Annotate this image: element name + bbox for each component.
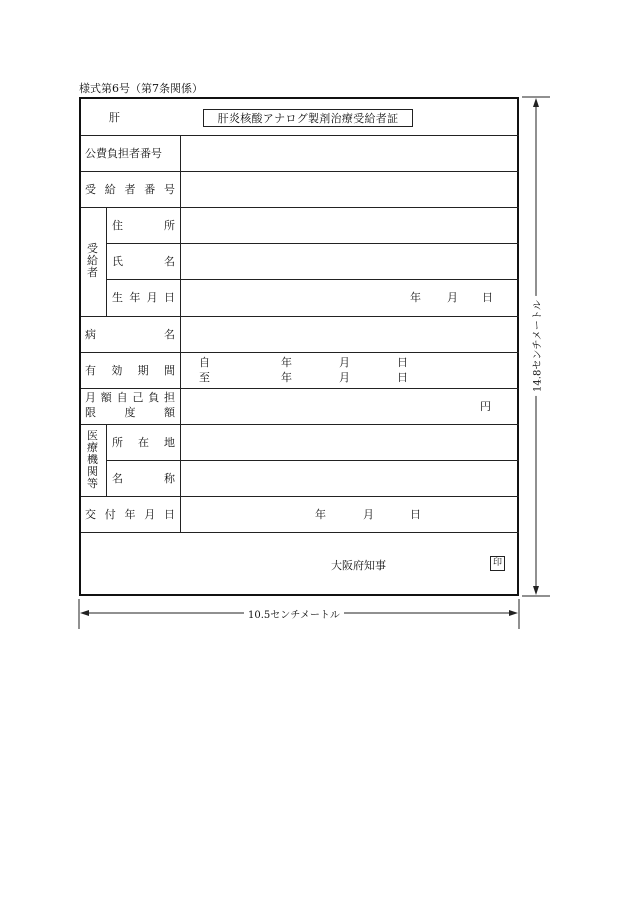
validity-from-day-unit: 日 xyxy=(397,356,408,369)
validity-to-month-unit: 月 xyxy=(339,371,350,384)
recipient-group-label: 受 給 者 xyxy=(87,242,98,279)
birth-month-unit: 月 xyxy=(447,291,458,304)
issue-date-label: 交 付 年 月 日 xyxy=(85,508,175,521)
public-payer-number-label: 公費負担者番号 xyxy=(85,147,162,160)
row-divider xyxy=(81,316,519,317)
issue-year-unit: 年 xyxy=(315,508,326,521)
validity-from-year-unit: 年 xyxy=(281,356,292,369)
group-column-divider xyxy=(106,207,107,316)
row-divider xyxy=(81,207,519,208)
width-dimension-label: 10.5センチメートル xyxy=(244,606,344,621)
facility-name-label: 名 称 xyxy=(112,472,175,485)
address-label: 住 所 xyxy=(112,219,175,232)
issue-day-unit: 日 xyxy=(410,508,421,521)
validity-period-label: 有 効 期 間 xyxy=(85,364,175,377)
location-label: 所 在 地 xyxy=(112,436,175,449)
row-divider xyxy=(81,532,519,533)
label-column-divider xyxy=(180,135,181,532)
row-divider xyxy=(81,424,519,425)
disease-name-label: 病 名 xyxy=(85,328,175,341)
birth-year-unit: 年 xyxy=(410,291,421,304)
recipient-certificate-card xyxy=(79,97,519,596)
validity-from-label: 自 xyxy=(199,356,210,369)
height-dimension-label: 14.8センチメートル xyxy=(529,296,544,396)
issue-month-unit: 月 xyxy=(363,508,374,521)
validity-to-label: 至 xyxy=(199,371,210,384)
recipient-number-label: 受 給 者 番 号 xyxy=(85,183,175,196)
row-divider xyxy=(106,460,519,461)
monthly-limit-label-line1: 月 額 自 己 負 担 xyxy=(85,391,175,404)
form-reference: 様式第6号（第7条関係） xyxy=(79,82,203,95)
name-label: 氏 名 xyxy=(112,255,175,268)
medical-institution-group-label: 医 療 機 関 等 xyxy=(87,429,98,490)
group-column-divider xyxy=(106,424,107,496)
row-divider xyxy=(81,352,519,353)
validity-to-day-unit: 日 xyxy=(397,371,408,384)
issuer-name: 大阪府知事 xyxy=(331,559,386,572)
row-divider xyxy=(106,243,519,244)
certificate-title: 肝炎核酸アナログ製剤治療受給者証 xyxy=(203,109,413,127)
row-divider xyxy=(81,135,519,136)
validity-from-month-unit: 月 xyxy=(339,356,350,369)
validity-to-year-unit: 年 xyxy=(281,371,292,384)
birthdate-label: 生 年 月 日 xyxy=(112,291,175,304)
row-divider xyxy=(106,279,519,280)
row-divider xyxy=(81,171,519,172)
monthly-limit-label-line2: 限 度 額 xyxy=(85,406,175,419)
row-divider xyxy=(81,496,519,497)
birth-day-unit: 日 xyxy=(482,291,493,304)
seal-mark: 印 xyxy=(490,556,505,571)
row-divider xyxy=(81,388,519,389)
kan-label: 肝 xyxy=(109,111,120,124)
yen-unit: 円 xyxy=(480,400,491,413)
